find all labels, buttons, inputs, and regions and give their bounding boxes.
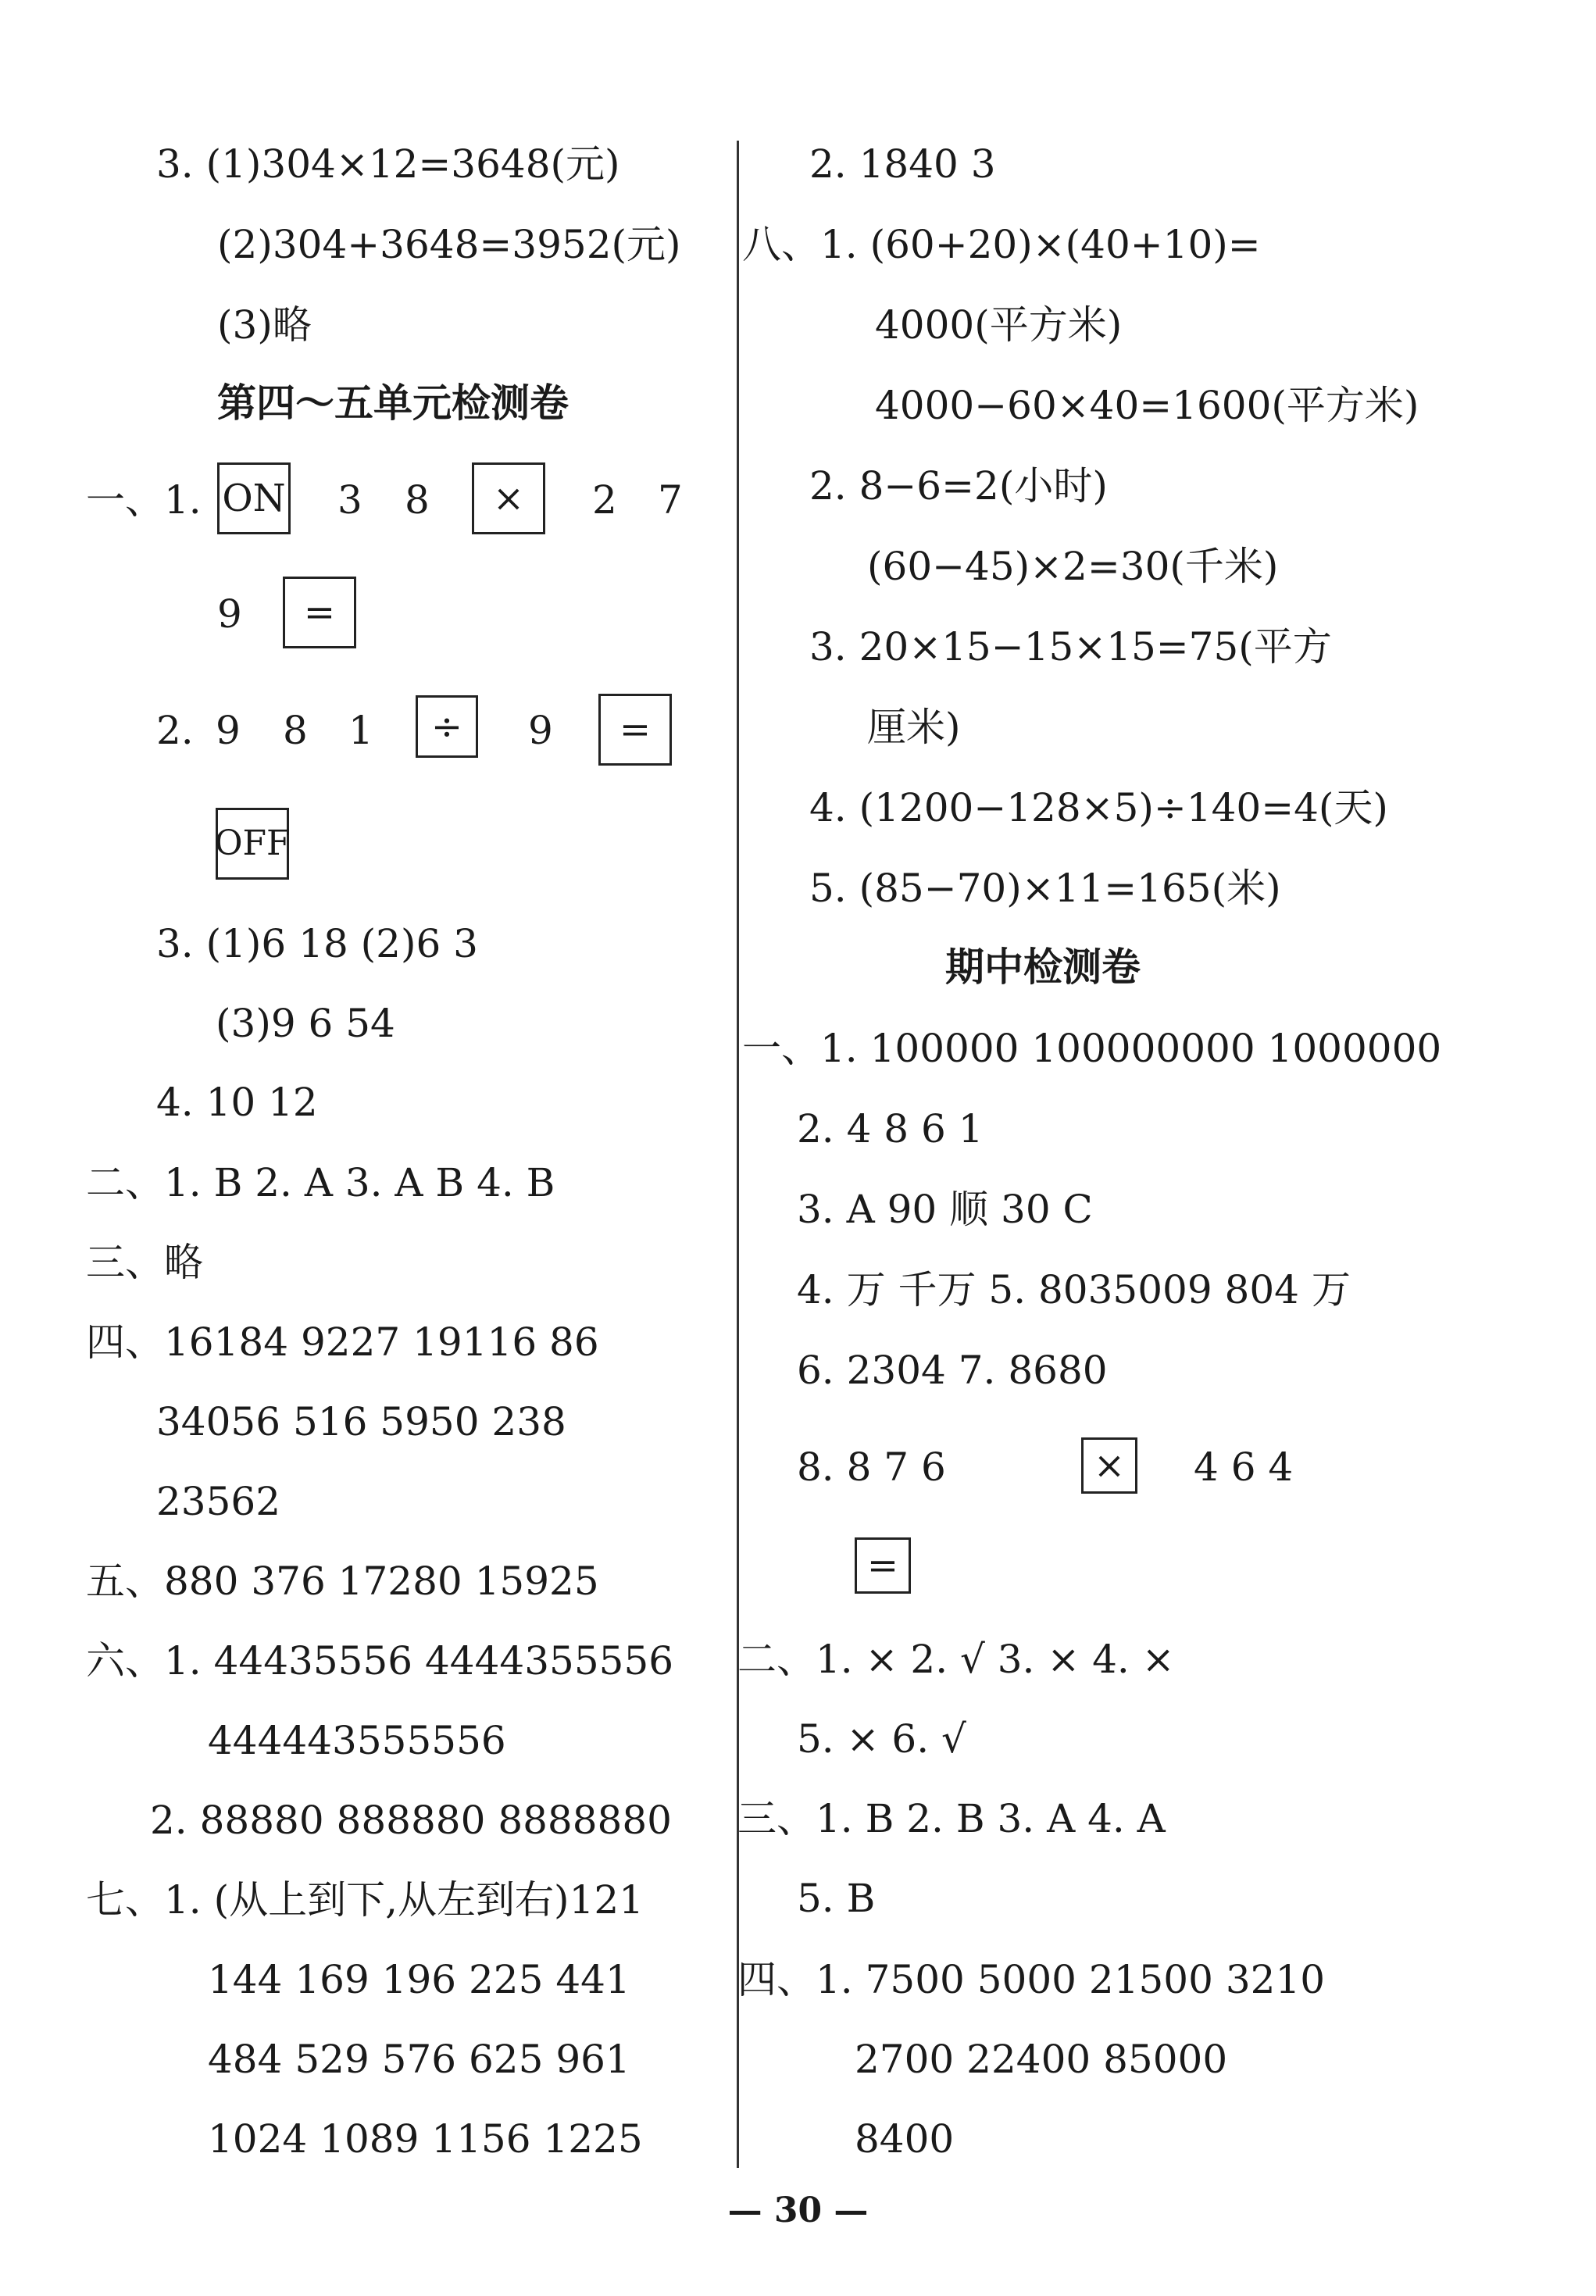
calculator-key-box: OFF — [216, 808, 289, 880]
answer-line: 四、16184 9227 19116 86 — [86, 1319, 599, 1365]
answer-line: 三、1. B 2. B 3. A 4. A — [737, 1796, 1166, 1841]
section-title: 期中检测卷 — [945, 944, 1141, 990]
answer-line: 484 529 576 625 961 — [208, 2037, 630, 2082]
answer-line: 三、略 — [86, 1240, 203, 1285]
answer-line: 2. 88880 888880 8888880 — [150, 1798, 672, 1843]
answer-line: (2)304+3648=3952(元) — [217, 222, 681, 267]
answer-line: 3. (1)6 18 (2)6 3 — [156, 921, 478, 966]
page-number: — 30 — — [727, 2191, 869, 2230]
answer-line: 144 169 196 225 441 — [208, 1957, 630, 2002]
answer-value: 3 — [337, 477, 362, 523]
answer-value: 9 — [528, 708, 553, 753]
answer-line: (60−45)×2=30(千米) — [867, 544, 1279, 589]
column-divider — [737, 141, 739, 2168]
answer-line: 4. (1200−128×5)÷140=4(天) — [809, 785, 1388, 830]
calculator-key-box: = — [598, 694, 672, 766]
answer-line: 厘米) — [867, 705, 961, 750]
answer-line: 1024 1089 1156 1225 — [208, 2116, 643, 2162]
answer-line: 4. 万 千万 5. 8035009 804 万 — [797, 1267, 1351, 1312]
answer-line: 一、1. 100000 100000000 1000000 — [742, 1026, 1442, 1071]
answer-line: 5. × 6. √ — [797, 1716, 966, 1762]
answer-line: 七、1. (从上到下,从左到右)121 — [86, 1877, 644, 1923]
answer-line: 六、1. 44435556 4444355556 — [86, 1638, 674, 1684]
calculator-key-box: = — [283, 577, 356, 648]
answer-line: 四、1. 7500 5000 21500 3210 — [737, 1957, 1326, 2002]
calculator-key-box: ON — [217, 462, 291, 534]
answer-value: 1 — [348, 708, 373, 753]
calculator-key-box: × — [472, 462, 545, 534]
answer-line: (3)略 — [217, 302, 312, 348]
calculator-key-box: × — [1081, 1437, 1137, 1494]
section-title: 第四～五单元检测卷 — [217, 380, 569, 426]
answer-line: 4 6 4 — [1194, 1444, 1294, 1490]
answer-line: 4. 10 12 — [156, 1080, 318, 1125]
answer-line: 3. A 90 顺 30 C — [797, 1187, 1093, 1232]
answer-line: 3. (1)304×12=3648(元) — [156, 141, 620, 187]
answer-value: 8 — [283, 708, 308, 753]
answer-line: 5. (85−70)×11=165(米) — [809, 866, 1281, 911]
answer-value: 2 — [592, 477, 617, 523]
answer-line: 6. 2304 7. 8680 — [797, 1348, 1108, 1393]
calculator-key-box: ÷ — [416, 695, 478, 758]
answer-line: 34056 516 5950 238 — [156, 1399, 566, 1444]
answer-line: 23562 — [156, 1479, 281, 1524]
answer-line: 3. 20×15−15×15=75(平方 — [809, 624, 1332, 670]
answer-line: 5. B — [797, 1876, 876, 1921]
answer-value: 9 — [217, 591, 242, 637]
answer-value: 8 — [405, 477, 430, 523]
answer-line: (3)9 6 54 — [216, 1001, 395, 1046]
answer-line: 444443555556 — [208, 1718, 506, 1763]
answer-line: 五、880 376 17280 15925 — [86, 1559, 599, 1604]
answer-line: 二、1. × 2. √ 3. × 4. × — [737, 1637, 1175, 1682]
answer-line: 4000−60×40=1600(平方米) — [875, 383, 1419, 428]
answer-line: 2. 8−6=2(小时) — [809, 463, 1108, 509]
question-number: 一、1. — [86, 477, 202, 523]
answer-value: 9 — [216, 708, 241, 753]
answer-line: 2. 1840 3 — [809, 141, 996, 187]
answer-line: 2. 4 8 6 1 — [797, 1106, 984, 1152]
answer-line: 2700 22400 85000 — [855, 2037, 1228, 2082]
answer-line: 8400 — [855, 2116, 955, 2162]
question-number: 2. — [156, 708, 194, 753]
answer-value: 7 — [658, 477, 683, 523]
answer-line: 八、1. (60+20)×(40+10)= — [742, 222, 1261, 267]
calculator-key-box: = — [855, 1537, 911, 1594]
answer-line: 二、1. B 2. A 3. A B 4. B — [86, 1160, 555, 1205]
answer-line: 4000(平方米) — [875, 302, 1123, 348]
answer-line: 8. 8 7 6 — [797, 1444, 946, 1490]
